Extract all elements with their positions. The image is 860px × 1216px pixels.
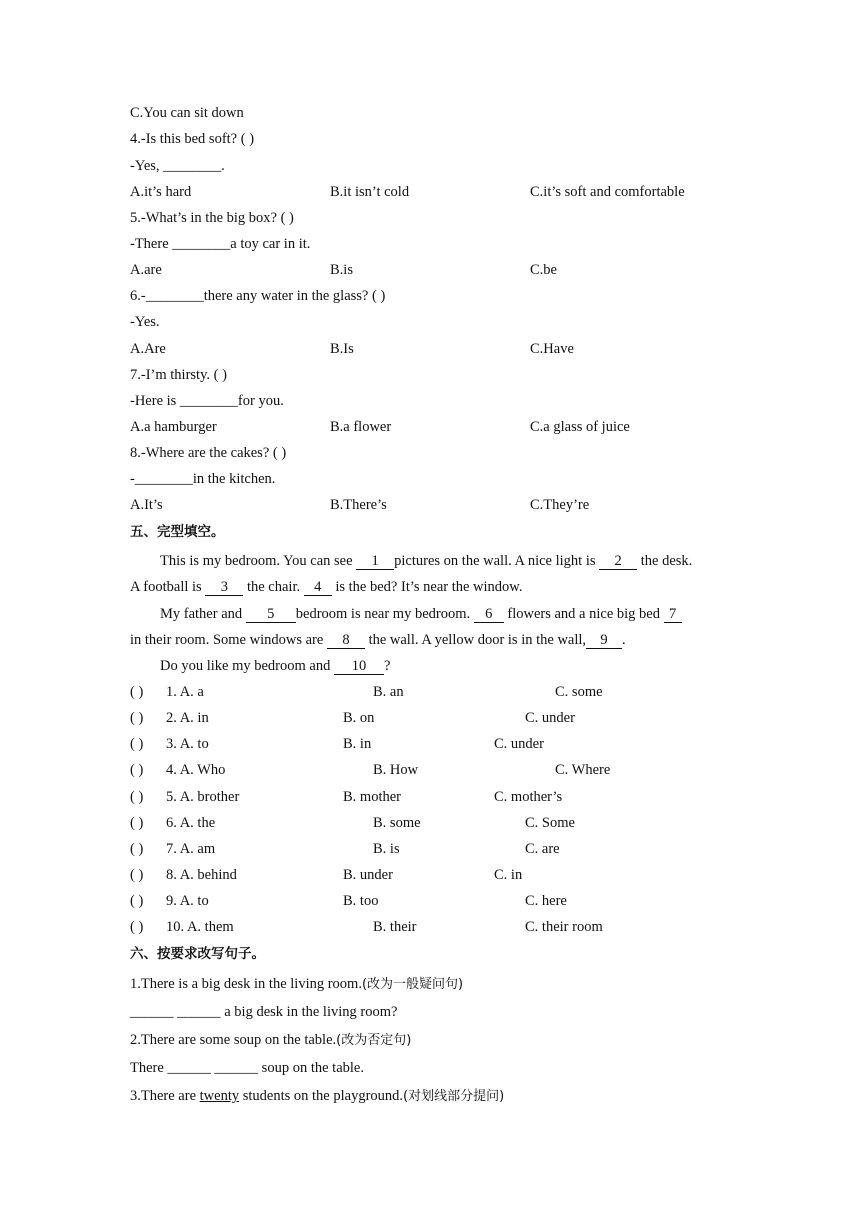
q8-option-c: C.They’re xyxy=(530,497,590,513)
blank-8: 8 xyxy=(327,633,365,649)
q6-option-c: C.Have xyxy=(530,341,574,357)
q6-option-a: A.Are xyxy=(130,341,166,357)
cloze-option-4-paren: ( ) xyxy=(130,762,144,778)
blank-4: 4 xyxy=(304,580,332,596)
cloze-option-10-c: C. their room xyxy=(525,919,603,935)
cloze-option-4-b: B. How xyxy=(373,762,419,778)
q5-option-b: B.is xyxy=(330,262,353,278)
blank-6: 6 xyxy=(474,607,504,623)
q3-option-c: C.You can sit down xyxy=(130,105,244,121)
cloze-option-4-c: C. Where xyxy=(555,762,611,778)
cloze-option-6-paren: ( ) xyxy=(130,815,144,831)
cloze-p2-line1: My father and 5 bedroom is near my bedroom. 6 flowers and a nice big bed 7 xyxy=(160,605,682,623)
cloze-option-10-b: B. their xyxy=(373,919,417,935)
cloze-option-10-a: 10. A. them xyxy=(166,919,234,935)
q7-option-b: B.a flower xyxy=(330,419,392,435)
q7-option-a: A.a hamburger xyxy=(130,419,217,435)
cloze-option-1-a: 1. A. a xyxy=(166,684,204,700)
cloze-option-7-b: B. is xyxy=(373,841,400,857)
cloze-p1-line2: A football is 3 the chair. 4 is the bed? It’s near the window. xyxy=(130,579,523,595)
section6-heading: 六、按要求改写句子。 xyxy=(130,946,265,962)
q6-reply: -Yes. xyxy=(130,314,160,330)
q7-option-c: C.a glass of juice xyxy=(530,419,630,435)
rewrite-2: 2.There are some soup on the table.(改为否定句) xyxy=(130,1032,412,1048)
q4-stem: 4.-Is this bed soft? ( ) xyxy=(130,131,255,147)
cloze-option-8-c: C. in xyxy=(494,867,523,883)
cloze-option-5-b: B. mother xyxy=(343,789,401,805)
cloze-option-2-paren: ( ) xyxy=(130,710,144,726)
cloze-option-7-c: C. are xyxy=(525,841,560,857)
blank-7: 7 xyxy=(664,607,682,623)
q8-stem: 8.-Where are the cakes? ( ) xyxy=(130,445,287,461)
q5-reply: -There ________a toy car in it. xyxy=(130,236,311,252)
blank-9: 9 xyxy=(586,633,622,649)
rewrite-1-answer: ______ ______ a big desk in the living room? xyxy=(130,1004,398,1020)
q8-option-b: B.There’s xyxy=(330,497,387,513)
cloze-option-6-c: C. Some xyxy=(525,815,575,831)
q5-option-a: A.are xyxy=(130,262,162,278)
cloze-option-3-c: C. under xyxy=(494,736,544,752)
cloze-option-2-b: B. on xyxy=(343,710,375,726)
cloze-option-3-paren: ( ) xyxy=(130,736,144,752)
q7-reply: -Here is ________for you. xyxy=(130,393,284,409)
q4-reply: -Yes, ________. xyxy=(130,158,225,174)
cloze-option-3-b: B. in xyxy=(343,736,372,752)
cloze-option-8-a: 8. A. behind xyxy=(166,867,237,883)
cloze-option-8-b: B. under xyxy=(343,867,393,883)
cloze-option-9-a: 9. A. to xyxy=(166,893,209,909)
q4-option-c: C.it’s soft and comfortable xyxy=(530,184,685,200)
cloze-option-9-b: B. too xyxy=(343,893,379,909)
cloze-option-8-paren: ( ) xyxy=(130,867,144,883)
cloze-option-9-paren: ( ) xyxy=(130,893,144,909)
cloze-option-3-a: 3. A. to xyxy=(166,736,209,752)
cloze-p3: Do you like my bedroom and 10 ? xyxy=(160,658,391,674)
cloze-option-2-a: 2. A. in xyxy=(166,710,209,726)
blank-2: 2 xyxy=(599,554,637,570)
blank-5: 5 xyxy=(246,607,296,623)
cloze-option-6-a: 6. A. the xyxy=(166,815,216,831)
q4-option-b: B.it isn’t cold xyxy=(330,184,410,200)
q5-stem: 5.-What’s in the big box? ( ) xyxy=(130,210,294,226)
cloze-option-7-a: 7. A. am xyxy=(166,841,216,857)
rewrite-1: 1.There is a big desk in the living room.(改为一般疑问句) xyxy=(130,976,464,992)
cloze-option-9-c: C. here xyxy=(525,893,567,909)
rewrite-3: 3.There are twenty students on the playground.(对划线部分提问) xyxy=(130,1088,505,1104)
cloze-option-6-b: B. some xyxy=(373,815,421,831)
section5-heading: 五、完型填空。 xyxy=(130,524,225,540)
blank-1: 1 xyxy=(356,554,394,570)
q8-option-a: A.It’s xyxy=(130,497,163,513)
rewrite-2-answer: There ______ ______ soup on the table. xyxy=(130,1060,364,1076)
q8-reply: -________in the kitchen. xyxy=(130,471,276,487)
cloze-option-1-b: B. an xyxy=(373,684,404,700)
cloze-option-7-paren: ( ) xyxy=(130,841,144,857)
cloze-option-5-paren: ( ) xyxy=(130,789,144,805)
cloze-option-10-paren: ( ) xyxy=(130,919,144,935)
cloze-option-5-c: C. mother’s xyxy=(494,789,563,805)
cloze-option-1-c: C. some xyxy=(555,684,603,700)
q4-option-a: A.it’s hard xyxy=(130,184,192,200)
cloze-option-2-c: C. under xyxy=(525,710,575,726)
q5-option-c: C.be xyxy=(530,262,557,278)
q6-stem: 6.-________there any water in the glass? ( ) xyxy=(130,288,386,304)
cloze-option-5-a: 5. A. brother xyxy=(166,789,240,805)
blank-3: 3 xyxy=(205,580,243,596)
underlined-word: twenty xyxy=(199,1088,240,1104)
cloze-p2-line2: in their room. Some windows are 8 the wall. A yellow door is in the wall, 9 . xyxy=(130,632,626,648)
cloze-option-1-paren: ( ) xyxy=(130,684,144,700)
q7-stem: 7.-I’m thirsty. ( ) xyxy=(130,367,227,383)
q6-option-b: B.Is xyxy=(330,341,354,357)
cloze-p1-line1: This is my bedroom. You can see 1 pictures on the wall. A nice light is 2 the desk. xyxy=(160,553,693,569)
cloze-option-4-a: 4. A. Who xyxy=(166,762,226,778)
blank-10: 10 xyxy=(334,659,384,675)
